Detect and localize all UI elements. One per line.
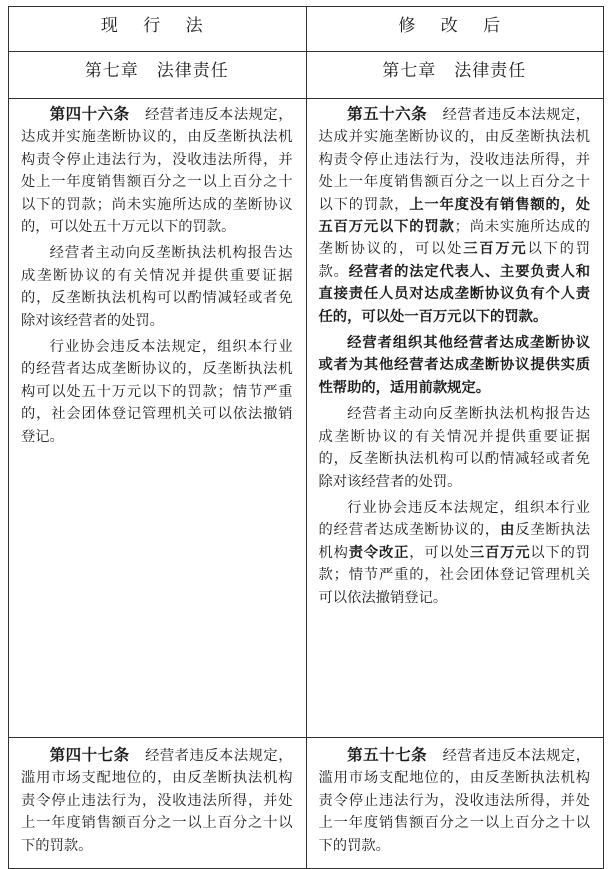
amended-text: 由	[500, 522, 516, 539]
law-comparison-table	[8, 6, 604, 869]
article-number: 第四十六条	[49, 104, 130, 123]
paragraph	[319, 744, 591, 857]
cell-article-47	[9, 738, 307, 869]
paragraph-text: 经营者违反本法规定，达成并实施垄断协议的，由反垄断执法机构责令停止违法行为，没收违法所得，并处上一年度销售额百分之一以上百分之十以下的罚款，	[318, 107, 590, 213]
paragraph-text: 经营者违反本法规定，达成并实施垄断协议的，由反垄断执法机构责令停止违法行为，没收违法所得，并处上一年度销售额百分之一以上百分之十以下的罚款；尚未实施所达成的垄断协议的，可以处五十万元以下的罚款。	[21, 107, 293, 236]
header-current-law: 现 行 法	[9, 7, 307, 52]
paragraph	[21, 103, 293, 238]
paragraph-text: 经营者违反本法规定，滥用市场支配地位的，由反垄断执法机构责令停止违法行为，没收违法所得，并处上一年度销售额百分之一以上百分之十以下的罚款。	[21, 748, 293, 854]
paragraph: 经营者主动向反垄断执法机构报告达成垄断协议的有关情况并提供重要证据的，反垄断执法机构可以酌情减轻或者免除对该经营者的处罚。	[21, 245, 293, 329]
paragraph: 行业协会违反本法规定，组织本行业的经营者达成垄断协议的，反垄断执法机构可以处五十万元以下的罚款；情节严重的，社会团体登记管理机关可以依法撤销登记。	[21, 339, 293, 445]
header-revised-law: 修 改 后	[306, 7, 604, 52]
article-number: 第四十七条	[49, 745, 130, 764]
paragraph-text: 经营者违反本法规定，滥用市场支配地位的，由反垄断执法机构责令停止违法行为，没收违法所得，并处上一年度销售额百分之一以上百分之十以下的罚款。	[318, 748, 590, 854]
article-row-2	[9, 738, 604, 869]
paragraph: 经营者主动向反垄断执法机构报告达成垄断协议的有关情况并提供重要证据的，反垄断执法机构可以酌情减轻或者免除对该经营者的处罚。	[318, 406, 590, 490]
amended-paragraph: 经营者组织其他经营者达成垄断协议或者为其他经营者达成垄断协议提供实质性帮助的，适用前款规定。	[318, 335, 590, 396]
amended-text: 三百万元	[463, 241, 528, 258]
article-row-1	[9, 99, 604, 738]
chapter-title-revised: 第七章 法律责任	[306, 52, 604, 99]
article-number: 第五十六条	[347, 104, 428, 123]
paragraph	[319, 103, 591, 328]
paragraph-text: 以下的罚款。	[318, 241, 591, 280]
amended-text: 经营者的法定代表人、主要负责人和直接责任人员对达成垄断协议负有个人责任的，可以处一百万元以下的罚款。	[318, 263, 591, 325]
cell-article-46	[9, 99, 307, 738]
chapter-row	[9, 52, 604, 99]
chapter-title-current: 第七章 法律责任	[9, 52, 307, 99]
amended-text: 三百万元	[469, 544, 531, 561]
paragraph-text: ；尚未实施所达成的垄断协议的，可以处	[318, 219, 591, 258]
header-row	[9, 7, 604, 52]
paragraph	[21, 744, 293, 857]
paragraph-text: ，可以处	[409, 544, 470, 561]
paragraph-text: 反垄断执法机构	[318, 522, 591, 561]
amended-text: 上一年度没有销售额的，处五百万元以下的罚款	[318, 196, 591, 236]
paragraph	[319, 497, 591, 609]
cell-article-56	[306, 99, 604, 738]
cell-article-57	[306, 738, 604, 869]
paragraph-text: 行业协会违反本法规定，组织本行业的经营者达成垄断协议的，	[318, 499, 590, 539]
amended-text: 责令改正	[348, 544, 410, 561]
paragraph-text: 以下的罚款；情节严重的，社会团体登记管理机关可以依法撤销登记。	[318, 544, 591, 606]
article-number: 第五十七条	[347, 745, 428, 764]
